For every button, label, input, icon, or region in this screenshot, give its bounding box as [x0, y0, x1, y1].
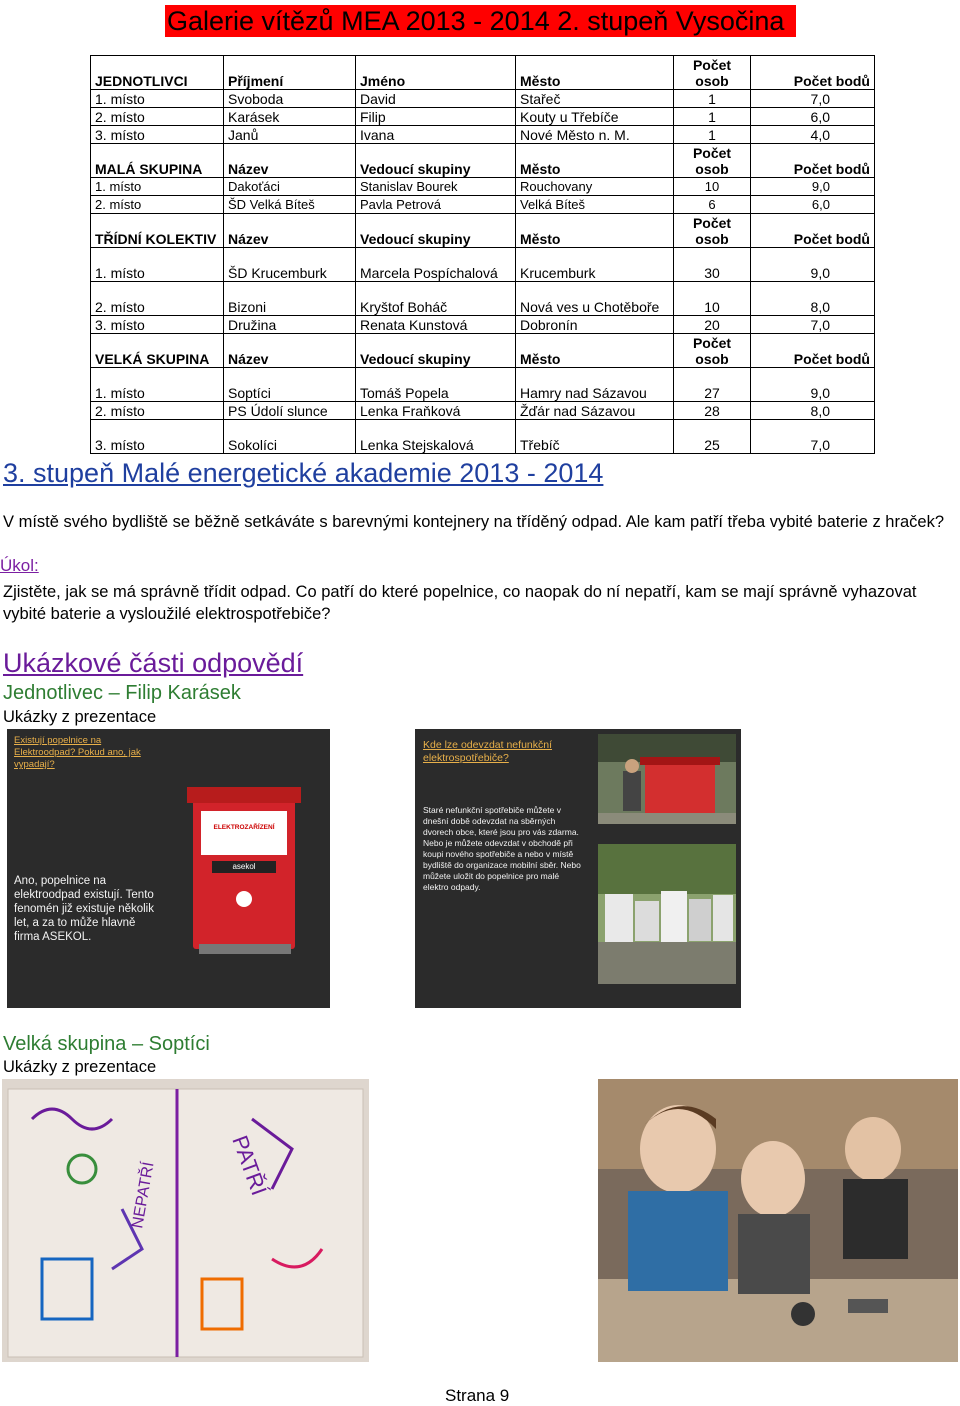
table-cell: Žďár nad Sázavou [516, 402, 674, 420]
task-paragraph: Zjistěte, jak se má správně třídit odpad. Co patří do které popelnice, co naopak do ní nepatří, kam se mají správně vyhazovat vybité baterie a vysloužilé elektrospotřebiče? [3, 583, 917, 623]
appliance-icon [605, 894, 633, 942]
intro-paragraph: V místě svého bydliště se běžně setkáváte s barevnými kontejnery na tříděný odpad. Ale kam patří třeba vybité baterie z hraček? [3, 513, 944, 531]
table-cell: 8,0 [751, 282, 875, 316]
table-cell: 8,0 [751, 402, 875, 420]
presentation-slide-1 [7, 729, 330, 1008]
table-cell: 27 [674, 368, 751, 402]
table-cell: 6 [674, 196, 751, 214]
table-cell: Ivana [356, 126, 516, 144]
table-cell: Hamry nad Sázavou [516, 368, 674, 402]
table-cell: 3. místo [91, 420, 224, 454]
table-cell: Janů [224, 126, 356, 144]
table-header-cell: Název [224, 214, 356, 248]
table-header-row [91, 214, 875, 248]
table-cell: Lenka Fraňková [356, 402, 516, 420]
large-group-caption: Ukázky z prezentace [3, 1058, 157, 1076]
table-header-row [91, 334, 875, 368]
table-cell: Kouty u Třebíče [516, 108, 674, 126]
table-cell: 9,0 [751, 248, 875, 282]
table-cell: Pavla Petrová [356, 196, 516, 214]
table-cell: Družina [224, 316, 356, 334]
table-cell: 7,0 [751, 90, 875, 108]
table-cell: Nové Město n. M. [516, 126, 674, 144]
table-cell: 9,0 [751, 368, 875, 402]
table-row [91, 402, 875, 420]
page-number: Strana 9 [445, 1386, 510, 1405]
slide-1-answer: Ano, popelnice na elektroodpad existují. Tento fenomén již existuje několik let, a za to může hlavně firma ASEKOL. [14, 875, 154, 943]
table-header-cell: Počet osob [674, 144, 751, 178]
table-cell: 20 [674, 316, 751, 334]
results-body [91, 56, 875, 454]
table-cell: 2. místo [91, 196, 224, 214]
table-header-cell: Příjmení [224, 56, 356, 90]
table-cell: Stanislav Bourek [356, 178, 516, 196]
table-cell: 1 [674, 90, 751, 108]
table-cell: Filip [356, 108, 516, 126]
table-header-cell: Vedoucí skupiny [356, 214, 516, 248]
table-cell: 9,0 [751, 178, 875, 196]
table-cell: Renata Kunstová [356, 316, 516, 334]
child-face-icon-2 [741, 1141, 805, 1217]
table-row [91, 248, 875, 282]
task-label: Úkol: [0, 556, 39, 575]
table-header-cell: Vedoucí skupiny [356, 144, 516, 178]
table-cell: 1. místo [91, 368, 224, 402]
slide-2-question: Kde lze odevzdat nefunkční elektrospotřebiče? [423, 739, 553, 764]
table-header-cell: Počet osob [674, 214, 751, 248]
table-cell: Dobronín [516, 316, 674, 334]
individual-title: Jednotlivec – Filip Karásek [3, 682, 241, 704]
table-header-cell: Počet bodů [751, 214, 875, 248]
table-header-cell: Počet bodů [751, 56, 875, 90]
table-cell: 10 [674, 178, 751, 196]
table-header-cell: Počet osob [674, 56, 751, 90]
children-drawing-photo [2, 1079, 369, 1362]
page-title: Galerie vítězů MEA 2013 - 2014 2. stupeň Vysočina [165, 5, 796, 37]
table-cell: PS Údolí slunce [224, 402, 356, 420]
red-container-icon [645, 761, 715, 813]
table-header-cell: Město [516, 334, 674, 368]
table-cell: 4,0 [751, 126, 875, 144]
slide-1-question: Existují popelnice na Elektroodpad? Pokud ano, jak vypadají? [14, 735, 141, 770]
table-header-cell: Město [516, 214, 674, 248]
table-cell: 1 [674, 126, 751, 144]
table-header-cell: Město [516, 56, 674, 90]
person-icon [623, 771, 641, 811]
individual-caption: Ukázky z prezentace [3, 708, 157, 726]
table-header-cell: Počet bodů [751, 144, 875, 178]
table-cell: 30 [674, 248, 751, 282]
table-cell: 28 [674, 402, 751, 420]
table-cell: 7,0 [751, 420, 875, 454]
table-header-cell: JEDNOTLIVCI [91, 56, 224, 90]
table-row [91, 108, 875, 126]
table-cell: Tomáš Popela [356, 368, 516, 402]
table-header-cell: Počet osob [674, 334, 751, 368]
table-cell: Dakoťáci [224, 178, 356, 196]
table-cell: Karásek [224, 108, 356, 126]
table-cell: Soptíci [224, 368, 356, 402]
large-group-title: Velká skupina – Soptíci [3, 1033, 210, 1055]
table-header-cell: MALÁ SKUPINA [91, 144, 224, 178]
drawing-text-patri: PATŘÍ [227, 1132, 272, 1199]
table-cell: Svoboda [224, 90, 356, 108]
slide-2-answer: Staré nefunkční spotřebiče můžete v dnešní době odevzdat na sběrných dvorech obce, které jsou pro vás zdarma. Nebo je můžete odevzdat v obchodě při koupi nového spotřebiče a nebo v místě bydliště do organizace mobilní sběr. Nebo můžete uložit do popelnice pro malé elektro odpady. [423, 805, 581, 892]
table-cell: David [356, 90, 516, 108]
table-row [91, 316, 875, 334]
table-cell: 1. místo [91, 248, 224, 282]
table-cell: 10 [674, 282, 751, 316]
table-header-cell: Název [224, 334, 356, 368]
table-row [91, 368, 875, 402]
table-row [91, 90, 875, 108]
workshop-graphic [598, 1079, 958, 1362]
table-cell: Velká Bíteš [516, 196, 674, 214]
table-row [91, 178, 875, 196]
table-header-cell: TŘÍDNÍ KOLEKTIV [91, 214, 224, 248]
table-header-row [91, 56, 875, 90]
table-cell: Stařeč [516, 90, 674, 108]
table-cell: ŠD Krucemburk [224, 248, 356, 282]
table-row [91, 420, 875, 454]
table-cell: 1 [674, 108, 751, 126]
results-table [90, 55, 875, 454]
table-cell: 3. místo [91, 316, 224, 334]
table-cell: 25 [674, 420, 751, 454]
answers-title: Ukázkové části odpovědí [3, 648, 304, 678]
table-cell: Marcela Pospíchalová [356, 248, 516, 282]
workshop-photo [598, 1079, 958, 1362]
table-header-cell: Počet bodů [751, 334, 875, 368]
table-cell: Lenka Stejskalová [356, 420, 516, 454]
table-cell: 3. místo [91, 126, 224, 144]
bin-label: ELEKTROZAŘÍZENÍ [213, 824, 275, 831]
table-cell: Rouchovany [516, 178, 674, 196]
table-row [91, 126, 875, 144]
presentation-slide-2 [415, 729, 741, 1008]
table-cell: ŠD Velká Bíteš [224, 196, 356, 214]
section-title: 3. stupeň Malé energetické akademie 2013 - 2014 [3, 458, 604, 488]
table-row [91, 282, 875, 316]
table-cell: Nová ves u Chotěboře [516, 282, 674, 316]
bin-brand: asekol [232, 862, 256, 871]
table-row [91, 196, 875, 214]
table-header-cell: Vedoucí skupiny [356, 334, 516, 368]
table-header-cell: Název [224, 144, 356, 178]
drawing-graphic [2, 1079, 369, 1362]
table-cell: Kryštof Boháč [356, 282, 516, 316]
table-header-row [91, 144, 875, 178]
table-cell: Třebíč [516, 420, 674, 454]
table-cell: 2. místo [91, 282, 224, 316]
table-header-cell: VELKÁ SKUPINA [91, 334, 224, 368]
table-cell: 1. místo [91, 90, 224, 108]
table-cell: 2. místo [91, 402, 224, 420]
table-cell: 7,0 [751, 316, 875, 334]
table-cell: 6,0 [751, 196, 875, 214]
table-cell: 1. místo [91, 178, 224, 196]
table-cell: Bizoni [224, 282, 356, 316]
table-header-cell: Jméno [356, 56, 516, 90]
table-cell: Sokolíci [224, 420, 356, 454]
drawing-text-nepatri: NEPATŘÍ [129, 1160, 158, 1230]
table-cell: 2. místo [91, 108, 224, 126]
table-cell: 6,0 [751, 108, 875, 126]
table-cell: Krucemburk [516, 248, 674, 282]
table-header-cell: Město [516, 144, 674, 178]
